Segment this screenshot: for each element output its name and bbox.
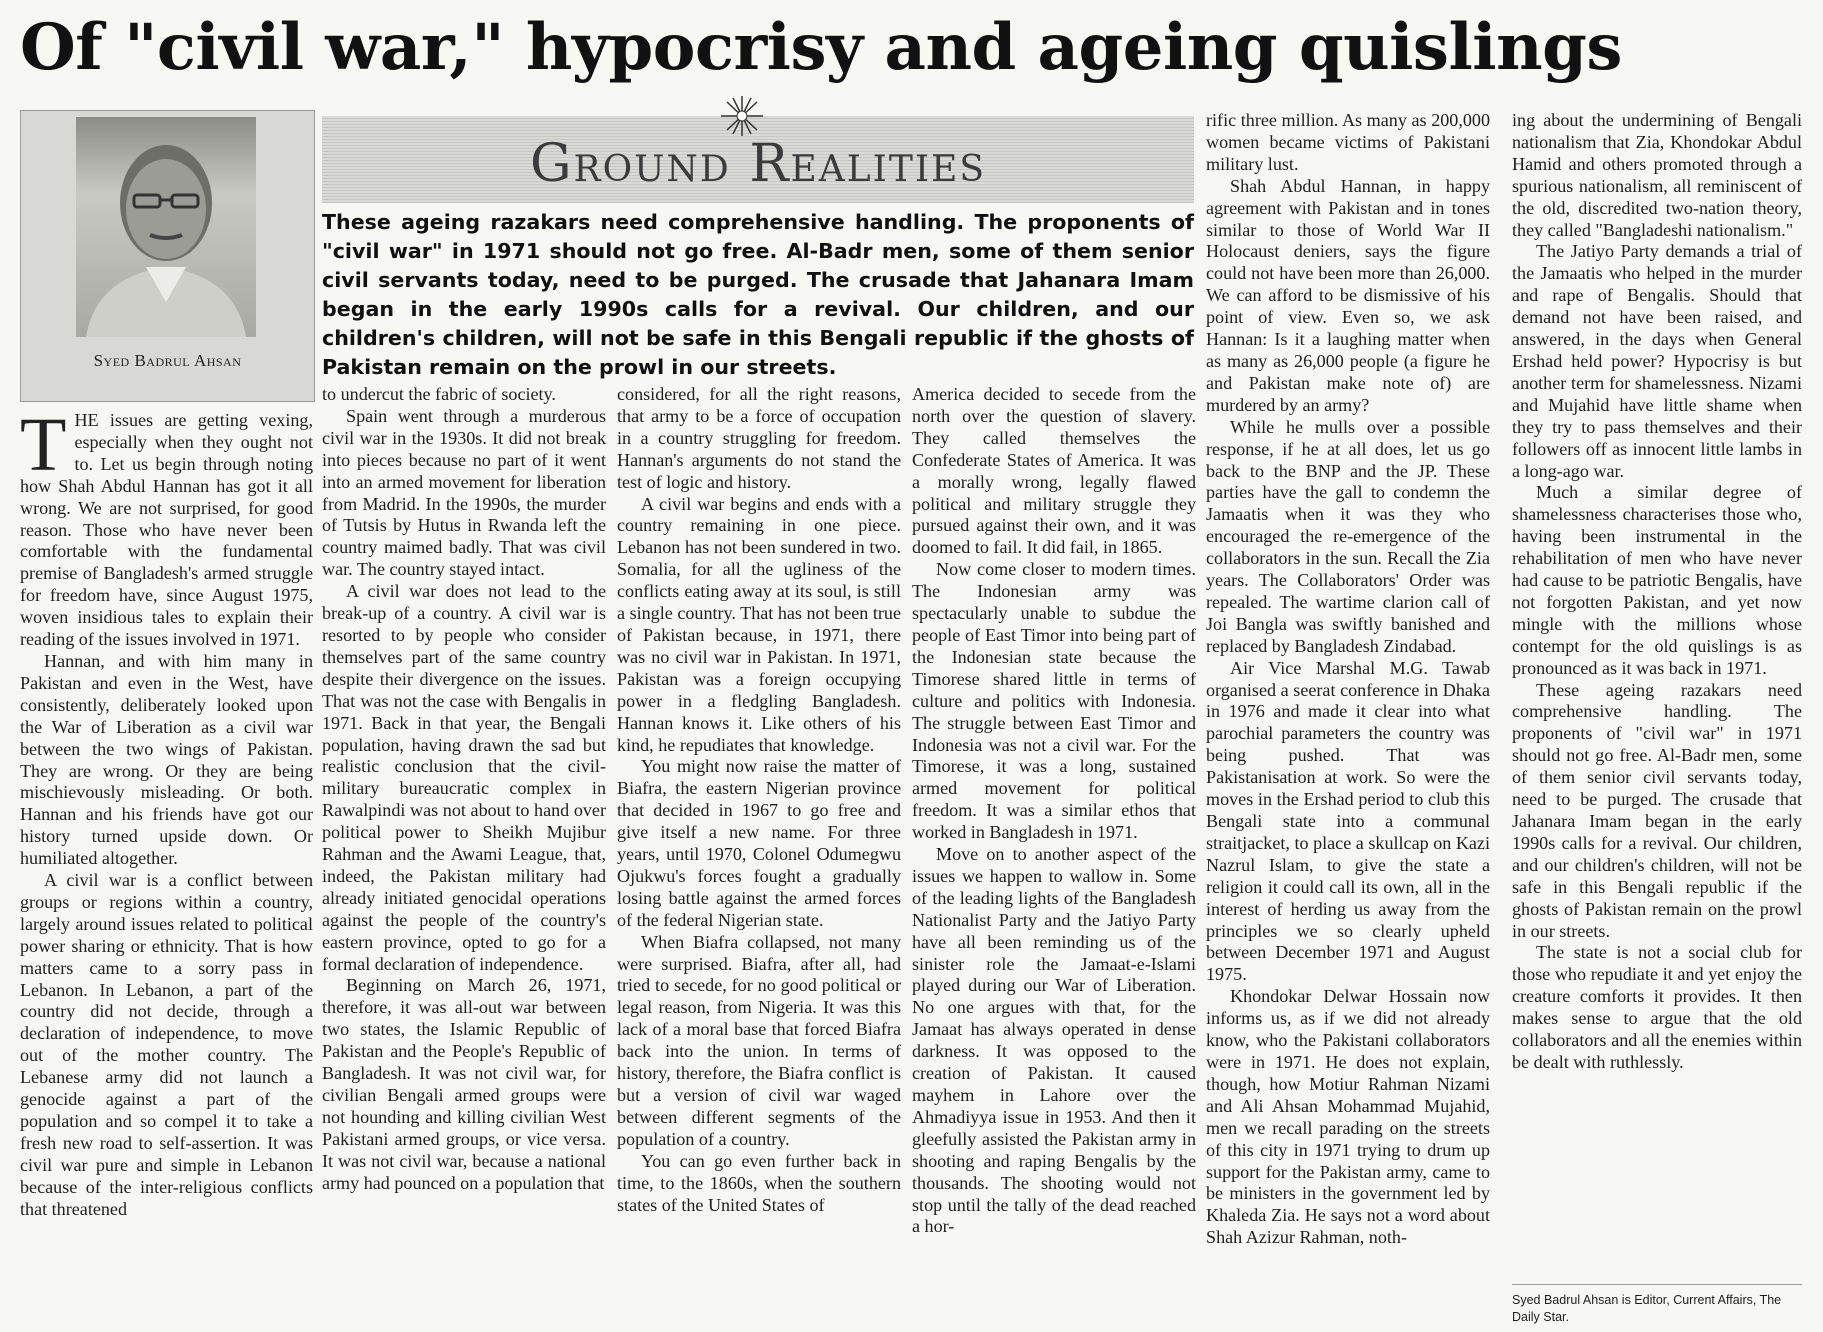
article-column-6 xyxy=(1512,110,1802,1074)
paragraph: Much a similar degree of shamelessness characterises those who, having been instrumental in the rehabilitation of men who have never had cause to be patriotic Bengalis, have not forgotten Pakistan, and yet now mingle with the millions whose contempt for the old quislings is as pronounced as it was back in 1971. xyxy=(1512,482,1802,678)
paragraph: A civil war is a conflict between groups or regions within a country, largely around issues related to political power sharing or ethnicity. That is how matters came to a sorry pass in Lebanon. In Lebanon, a part of the country did not decide, through a declaration of independence, to move out of the mother country. The Lebanese army did not launch a genocide against a part of the population and so compel it to take a fresh new road to self-assertion. It was civil war pure and simple in Lebanon because of the inter-religious conflicts that threatened xyxy=(20,870,313,1219)
paragraph: Spain went through a murderous civil war in the 1930s. It did not break into pieces because no part of it went into an armed movement for liberation from Madrid. In the 1990s, the murder of Tutsis by Hutus in Rwanda left the country maimed badly. That was civil war. The country stayed intact. xyxy=(322,405,606,580)
paragraph: Move on to another aspect of the issues we happen to wallow in. Some of the leading lights of the Bangladesh Nationalist Party and the Jatiyo Party have all been reminding us of the sinister role the Jamaat-e-Islami played during our War of Liberation. No one argues with that, for the Jamaat has always operated in dense darkness. It was opposed to the creation of Pakistan. It caused mayhem in Lahore over the Ahmadiyya issue in 1953. And then it gleefully assisted the Pakistan army in shooting and raping Bengalis by the thousands. The shooting would not stop until the tally of the dead reached a hor- xyxy=(912,844,1196,1237)
author-credit: Syed Badrul Ahsan is Editor, Current Affairs, The Daily Star. xyxy=(1512,1293,1782,1324)
paragraph: A civil war does not lead to the break-up of a country. A civil war is resorted to by people who consider themselves part of the same country despite their divergence on the issues. That was not the case with Bengalis in 1971. Back in that year, the Bengali population, having drawn the sad but realistic conclusion that the civil-military bureaucratic complex in Rawalpindi was not about to hand over political power to Sheikh Mujibur Rahman and the Awami League, that, indeed, the Pakistan military had already initiated genocidal operations against the people of the country's eastern province, opted to go for a formal declaration of independence. xyxy=(322,581,606,974)
dropcap: T xyxy=(20,403,67,487)
starburst-icon xyxy=(715,94,769,138)
author-portrait-icon xyxy=(76,117,256,337)
article-column-5 xyxy=(1206,110,1490,1249)
paragraph: A civil war begins and ends with a country remaining in one piece. Lebanon has not been sundered in two. Somalia, for all the ugliness of the conflicts eating away at its soul, is still a single country. That has not been true of Pakistan because, in 1971, there was no civil war in Pakistan. In 1971, Pakistan was a foreign occupying power in a fledgling Bangladesh. Hannan knows it. Like others of his kind, he repudiates that knowledge. xyxy=(617,493,901,755)
paragraph: ing about the undermining of Bengali nationalism that Zia, Khondokar Abdul Hamid and others promoted through a spurious nationalism, all reminiscent of the old, discredited two-nation theory, they called "Bangladeshi nationalism." xyxy=(1512,110,1802,240)
author-photo-box xyxy=(20,110,315,402)
article-column-4 xyxy=(912,384,1196,1238)
paragraph: America decided to secede from the north over the question of slavery. They called themselves the Confederate States of America. It was a morally wrong, legally flawed political and military struggle they pursued against their own, and it was doomed to fail. It did fail, in 1865. xyxy=(912,384,1196,558)
paragraph: The state is not a social club for those who repudiate it and yet enjoy the creature comforts it provides. It then makes sense to argue that the old collaborators and all the enemies within be dealt with ruthlessly. xyxy=(1512,942,1802,1072)
paragraph: Khondokar Delwar Hossain now informs us, as if we did not already know, who the Pakistani collaborators were in 1971. He does not explain, though, how Motiur Rahman Nizami and Ali Ahsan Mohammad Mujahid, men we recall parading on the streets of this city in 1971 trying to drum up support for the Pakistan army, came to be ministers in the government led by Khaleda Zia. He says not a word about Shah Azizur Rahman, noth- xyxy=(1206,986,1490,1248)
article-column-1 xyxy=(20,403,313,1221)
paragraph: Shah Abdul Hannan, in happy agreement with Pakistan and in tones similar to those of World War II Holocaust deniers, says the figure could not have been more than 26,000. We can afford to be dismissive of his point of view. Even so, we ask Hannan: Is it a laughing matter when as many as 26,000 people (a figure he and Pakistan make note of) are murdered by an army? xyxy=(1206,175,1490,415)
article-column-2 xyxy=(322,384,606,1195)
headline: Of "civil war," hypocrisy and ageing quislings xyxy=(20,10,1622,85)
credit-divider xyxy=(1512,1284,1802,1285)
deck-summary: These ageing razakars need comprehensive handling. The proponents of "civil war" in 1971 should not go free. Al-Badr men, some of them senior civil servants today, need to be purged. The crusade that Jahanara Imam began in the early 1990s calls for a revival. Our children, and our children's children, will not be safe in this Bengali republic if the ghosts of Pakistan remain on the prowl in our streets. xyxy=(322,210,1194,379)
paragraph: considered, for all the right reasons, that army to be a force of occupation in a country struggling for freedom. Hannan's arguments do not stand the test of logic and history. xyxy=(617,384,901,492)
paragraph: These ageing razakars need comprehensive handling. The proponents of "civil war" in 1971 should not go free. Al-Badr men, some of them senior civil servants today, need to be purged. The crusade that Jahanara Imam began in the early 1990s calls for a revival. Our children, and our children's children, will not be safe in this Bengali republic if the ghosts of Pakistan remain on the prowl in our streets. xyxy=(1512,679,1802,941)
paragraph: When Biafra collapsed, not many were surprised. Biafra, after all, had tried to secede, for no good political or legal reason, from Nigeria. It was this lack of a moral base that forced Biafra back into the union. In terms of history, therefore, the Biafra conflict is but a version of civil war waged between different segments of the population of a country. xyxy=(617,931,901,1149)
paragraph: Hannan, and with him many in Pakistan and even in the West, have consistently, deliberately looked upon the War of Liberation as a civil war between the two wings of Pakistan. They are wrong. Or they are being mischievously misleading. Or both. Hannan and his friends have got our history turned upside down. Or humiliated altogether. xyxy=(20,650,313,869)
paragraph: rific three million. As many as 200,000 women became victims of Pakistani military lust. xyxy=(1206,110,1490,174)
paragraph: HE issues are getting vexing, especially when they ought not to. Let us begin through noting how Shah Abdul Hannan has got it all wrong. We are not surprised, for good reason. Those who have never been comfortable with the fundamental premise of Bangladesh's armed struggle for freedom have, since August 1975, woven insidious tales to explain their reading of the issues involved in 1971. xyxy=(20,410,313,650)
paragraph: You might now raise the matter of Biafra, the eastern Nigerian province that decided in 1967 to go free and give itself a new name. For three years, until 1970, Colonel Odumegwu Ojukwu's forces fought a gradually losing battle against the armed forces of the federal Nigerian state. xyxy=(617,756,901,930)
article-column-3 xyxy=(617,384,901,1216)
paragraph: While he mulls over a possible response, if he at all does, let us go back to the BNP and the JP. These parties have the gall to condemn the Jamaatis when it was they who encouraged the re-emergence of the collaborators in the sun. Recall the Zia years. The Collaborators' Order was repealed. The wartime clarion call of Joi Bangla was swiftly banished and replaced by Bangladesh Zindabad. xyxy=(1206,416,1490,656)
column-title: Ground Realities xyxy=(529,134,987,194)
paragraph: The Jatiyo Party demands a trial of the Jamaatis who helped in the murder and rape of Bengalis. Should that demand not have been raised, and answered, in the days when General Ershad held power? Hypocrisy is but another term for shamelessness. Nizami and Mujahid have little shame when they try to pass themselves and their followers off as innocent little lambs in a long-ago war. xyxy=(1512,241,1802,481)
paragraph: Now come closer to modern times. The Indonesian army was spectacularly unable to subdue the people of East Timor into being part of the Indonesian state because the Timorese shared little in terms of culture and politics with Indonesia. The struggle between East Timor and Indonesia was not a civil war. For the Timorese, it was a long, sustained armed movement for political freedom. It was a similar ethos that worked in Bangladesh in 1971. xyxy=(912,559,1196,843)
paragraph: Beginning on March 26, 1971, therefore, it was all-out war between two states, the Islamic Republic of Pakistan and the People's Republic of Bangladesh. It was not civil war, for civilian Bengali armed groups were not hounding and killing civilian West Pakistani armed groups, or vice versa. It was not civil war, because a national army had pounced on a population that xyxy=(322,975,606,1193)
author-byline: Syed Badrul Ahsan xyxy=(93,351,242,370)
paragraph: to undercut the fabric of society. xyxy=(322,384,556,404)
paragraph: You can go even further back in time, to the 1860s, when the southern states of the United States of xyxy=(617,1150,901,1215)
paragraph: Air Vice Marshal M.G. Tawab organised a seerat conference in Dhaka in 1976 and made it clear into what parochial parameters the country was being pushed. That was Pakistanisation at work. So were the moves in the Ershad period to club this Bengali state into a communal straitjacket, to place a skullcap on Kazi Nazrul Islam, to give the state a religion it could call its own, all in the interest of herding us away from the principles we so clearly upheld between December 1971 and August 1975. xyxy=(1206,657,1490,985)
